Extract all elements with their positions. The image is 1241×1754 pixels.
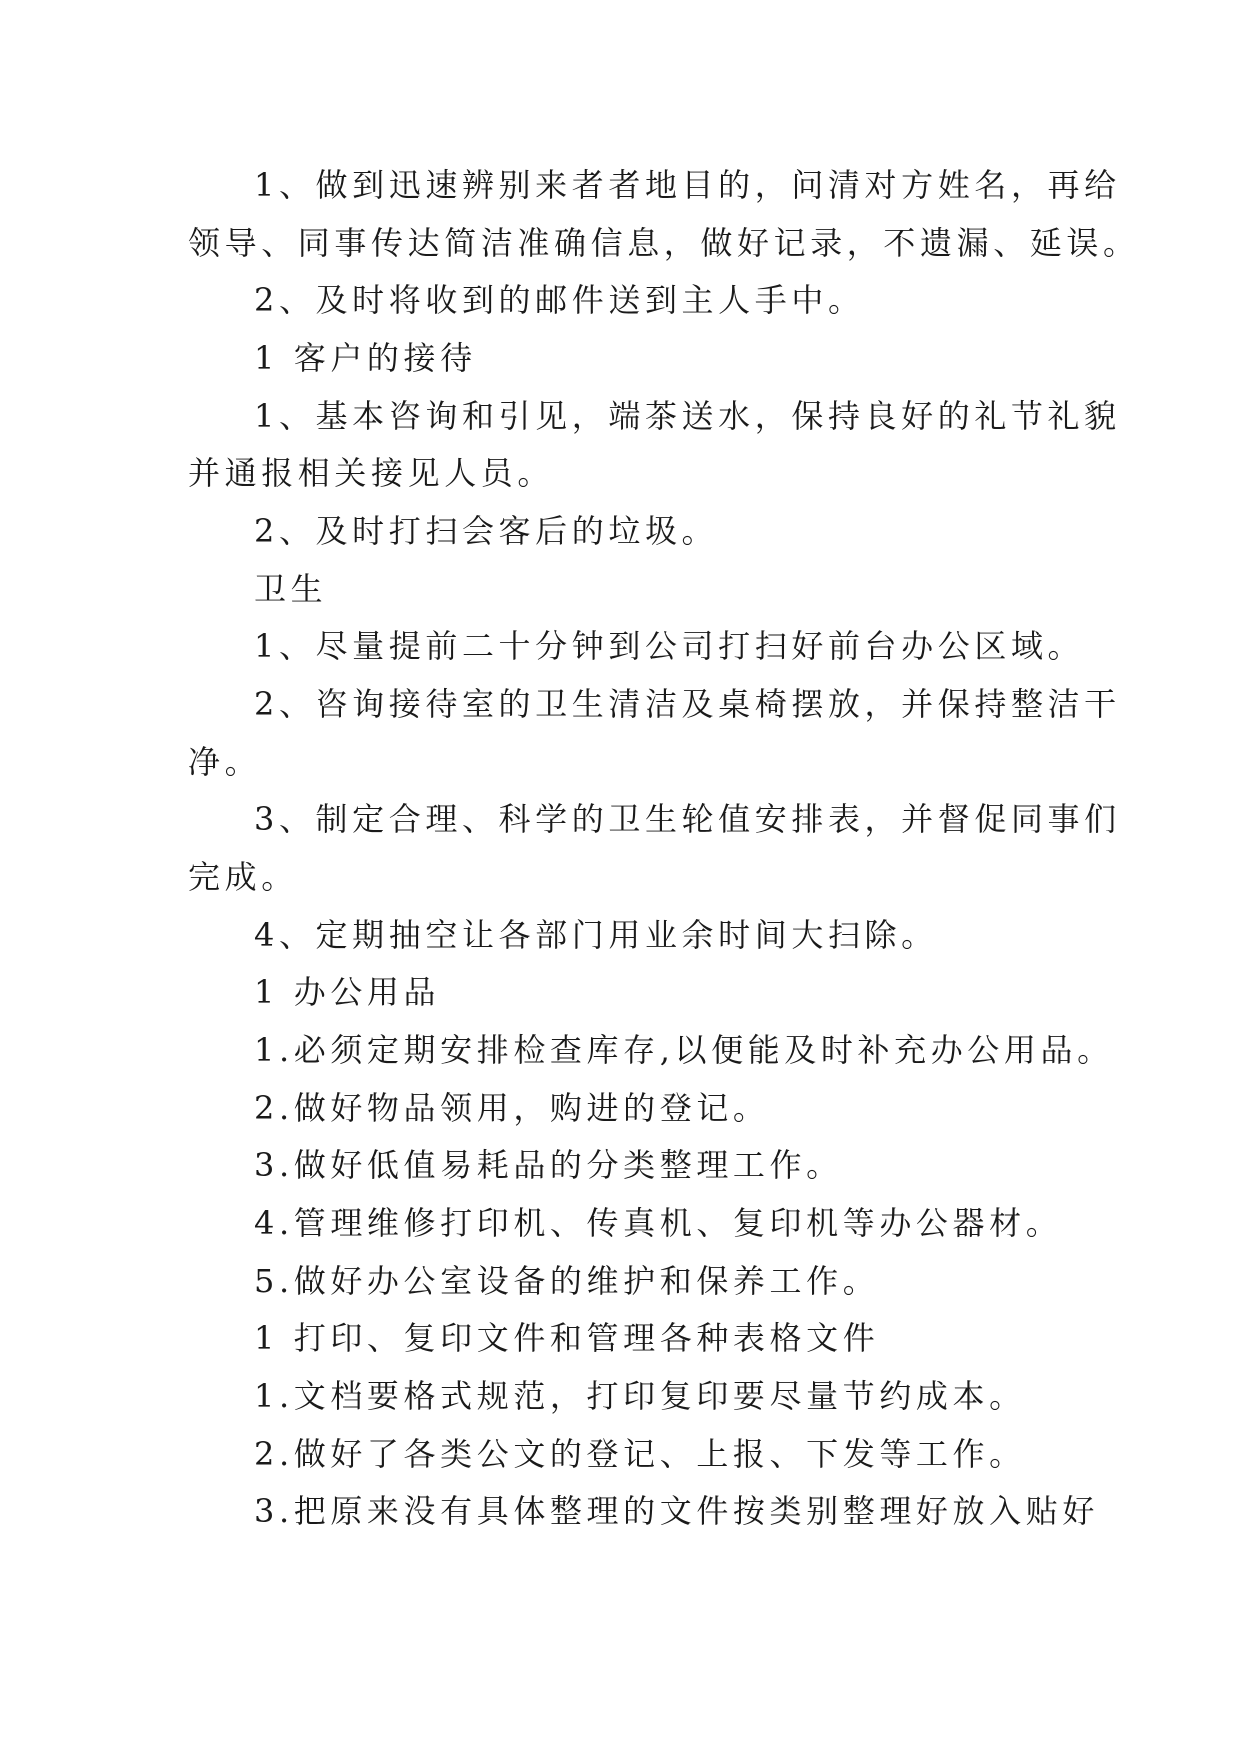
paragraph-line: 2、咨询接待室的卫生清洁及桌椅摆放，并保持整洁干 — [254, 685, 1121, 723]
paragraph-line: 并通报相关接见人员。 — [188, 454, 555, 492]
paragraph-line: 净。 — [188, 743, 262, 781]
paragraph-line: 3.做好低值易耗品的分类整理工作。 — [254, 1146, 843, 1184]
paragraph-line: 2.做好了各类公文的登记、上报、下发等工作。 — [254, 1435, 1026, 1473]
paragraph-line: 2.做好物品领用，购进的登记。 — [254, 1089, 770, 1127]
paragraph-line: 4、定期抽空让各部门用业余时间大扫除。 — [254, 916, 938, 954]
section-heading: 1 办公用品 — [254, 973, 441, 1011]
paragraph-line: 1、做到迅速辨别来者者地目的，问清对方姓名，再给 — [254, 166, 1121, 204]
paragraph-line: 1、尽量提前二十分钟到公司打扫好前台办公区域。 — [254, 627, 1085, 665]
section-heading: 1 打印、复印文件和管理各种表格文件 — [254, 1319, 880, 1357]
paragraph-line: 3、制定合理、科学的卫生轮值安排表，并督促同事们 — [254, 800, 1121, 838]
paragraph-line: 1.文档要格式规范，打印复印要尽量节约成本。 — [254, 1377, 1026, 1415]
paragraph-line: 领导、同事传达简洁准确信息，做好记录，不遗漏、延误。 — [188, 224, 1140, 262]
paragraph-line: 5.做好办公室设备的维护和保养工作。 — [254, 1262, 880, 1300]
section-heading: 1 客户的接待 — [254, 339, 477, 377]
paragraph-line: 4.管理维修打印机、传真机、复印机等办公器材。 — [254, 1204, 1063, 1242]
paragraph-line: 1、基本咨询和引见，端茶送水，保持良好的礼节礼貌 — [254, 397, 1121, 435]
paragraph-line: 完成。 — [188, 858, 298, 896]
paragraph-line: 2、及时将收到的邮件送到主人手中。 — [254, 281, 865, 319]
paragraph-line: 2、及时打扫会客后的垃圾。 — [254, 512, 719, 550]
paragraph-line: 1.必须定期安排检查库存,以便能及时补充办公用品。 — [254, 1031, 1114, 1069]
paragraph-line: 3.把原来没有具体整理的文件按类别整理好放入贴好 — [254, 1492, 1099, 1530]
section-heading: 卫生 — [254, 570, 328, 608]
